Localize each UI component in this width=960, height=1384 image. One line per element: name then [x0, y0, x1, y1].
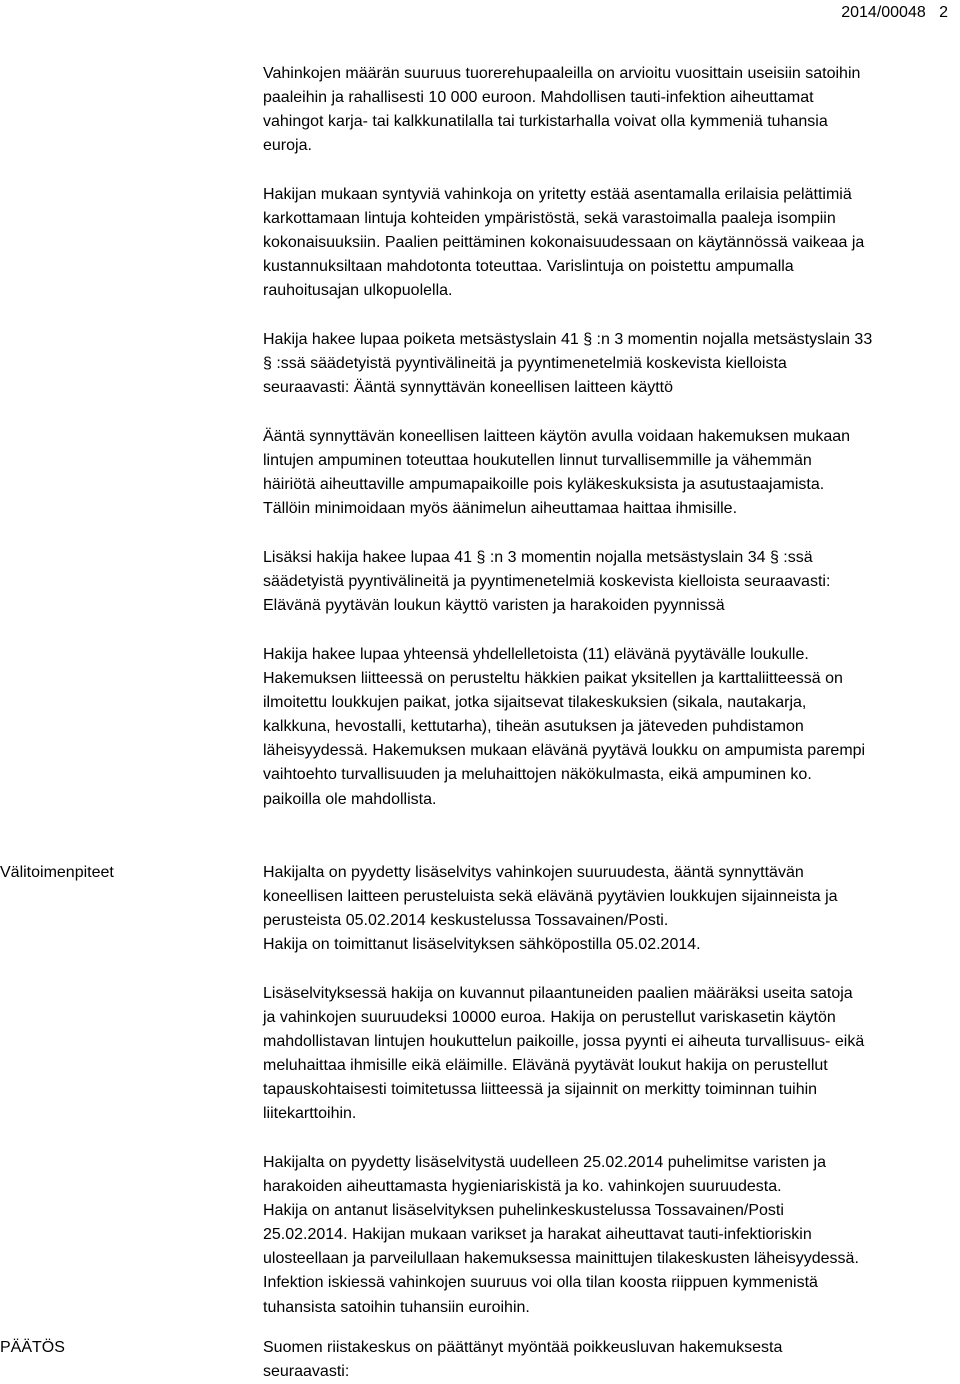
- text-line: liitekarttoihin.: [263, 1105, 357, 1123]
- text-line: vaihtoehto turvallisuuden ja meluhaittojen näkökulmasta, eikä ampuminen ko.: [263, 766, 812, 784]
- text-line: Suomen riistakeskus on päättänyt myöntää poikkeusluvan hakemuksesta: [263, 1339, 783, 1356]
- text-line: Hakija hakee lupaa poiketa metsästyslain 41 § :n 3 momentin nojalla metsästyslain 33: [263, 331, 873, 348]
- text-line: kokonaisuuksiin. Paalien peittäminen kokonaisuudessaan on käytännössä vaikeaa ja: [263, 234, 865, 252]
- text-line: Ääntä synnyttävän koneellisen laitteen käytön avulla voidaan hakemuksen mukaan: [263, 428, 851, 445]
- text-line: tuhansista satoihin tuhansiin euroihin.: [263, 1298, 530, 1316]
- body-paragraph-4: [263, 425, 960, 521]
- text-line: mahdollistavan lintujen houkuttelun paikoille, jossa pyynti ei aiheuta turvallisuus- eikä: [263, 1033, 865, 1051]
- text-line: rauhoitusajan ulkopuolella.: [263, 282, 453, 300]
- text-line: ilmoitettu loukkujen paikat, jotka sijaitsevat tilakeskuksien (sikala, nautakarja,: [263, 694, 807, 712]
- text-line: Hakijalta on pyydetty lisäselvitys vahinkojen suuruudesta, ääntä synnyttävän: [263, 864, 804, 881]
- paatos-paragraph: [263, 1336, 960, 1384]
- text-line: § :ssä säädetyistä pyyntivälineitä ja pyyntimenetelmiä koskevista kielloista: [263, 355, 787, 373]
- text-line: ja vahinkojen suuruudeksi 10000 euroa. Hakija on perustellut variskasetin käytön: [263, 1009, 836, 1027]
- text-line: ulosteellaan ja parveilullaan hakemuksessa mainittujen tilakeskusten läheisyydessä.: [263, 1250, 859, 1268]
- text-line: Lisäksi hakija hakee lupaa 41 § :n 3 momentin nojalla metsästyslain 34 § :ssä: [263, 549, 813, 566]
- text-line: Hakijalta on pyydetty lisäselvitystä uudelleen 25.02.2014 puhelimitse varisten ja: [263, 1154, 826, 1171]
- section-label-valitoimenpiteet: Välitoimenpiteet: [0, 864, 114, 881]
- body-paragraph-3: [263, 328, 960, 400]
- text-line: perusteista 05.02.2014 keskustelussa Tossavainen/Posti.: [263, 912, 669, 930]
- text-line: Tällöin minimoidaan myös äänimelun aiheuttamaa haittaa ihmisille.: [263, 500, 738, 518]
- text-line: Hakija on antanut lisäselvityksen puhelinkeskustelussa Tossavainen/Posti: [263, 1202, 784, 1220]
- text-line: säädetyistä pyyntivälineitä ja pyyntimenetelmiä koskevista kielloista seuraavasti:: [263, 573, 831, 591]
- text-line: euroja.: [263, 137, 312, 155]
- text-line: seuraavasti: Ääntä synnyttävän koneellisen laitteen käyttö: [263, 379, 674, 397]
- text-line: paaleihin ja rahallisesti 10 000 euroon. Mahdollisen tauti-infektion aiheuttamat: [263, 89, 814, 107]
- text-line: häiriötä aiheuttaville ampumapaikoille pois kyläkeskuksista ja asutustaajamista.: [263, 476, 825, 494]
- text-line: Hakija on toimittanut lisäselvityksen sähköpostilla 05.02.2014.: [263, 936, 701, 954]
- document-number: 2014/00048: [841, 4, 926, 21]
- text-line: Vahinkojen määrän suuruus tuorerehupaaleilla on arvioitu vuosittain useisiin satoihin: [263, 65, 861, 82]
- page-number: 2: [939, 4, 948, 21]
- text-line: tapauskohtaisesti toimitetussa liitteessä ja sijainnit on merkitty toiminnan tuihin: [263, 1081, 818, 1099]
- text-line: harakoiden aiheuttamasta hygieniariskistä ja ko. vahinkojen suuruudesta.: [263, 1178, 782, 1196]
- text-line: Hakija hakee lupaa yhteensä yhdellelletoista (11) elävänä pyytävälle loukulle.: [263, 646, 809, 663]
- text-line: kalkkuna, hevostalli, kettutarha), tiheän asutuksen ja jäteveden puhdistamon: [263, 718, 804, 736]
- text-line: kustannuksiltaan mahdotonta toteuttaa. Varislintuja on poistettu ampumalla: [263, 258, 794, 276]
- text-line: Lisäselvityksessä hakija on kuvannut pilaantuneiden paalien määräksi useita satoja: [263, 985, 853, 1002]
- text-line: paikoilla ole mahdollista.: [263, 790, 437, 808]
- text-line: Infektion iskiessä vahinkojen suuruus voi olla tilan koosta riippuen kymmenistä: [263, 1274, 818, 1292]
- page-header: [841, 3, 948, 23]
- valitoimenpiteet-paragraph-3: [263, 1151, 960, 1320]
- text-line: 25.02.2014. Hakijan mukaan varikset ja harakat aiheuttavat tauti-infektioriskin: [263, 1226, 812, 1244]
- body-paragraph-6: [263, 643, 960, 812]
- body-paragraph-2: [263, 183, 960, 303]
- body-paragraph-1: [263, 62, 960, 158]
- valitoimenpiteet-paragraph-2: [263, 982, 960, 1127]
- valitoimenpiteet-paragraph-1: [263, 861, 960, 957]
- text-line: karkottamaan lintuja kohteiden ympäristöstä, sekä varastoimalla paaleja isompiin: [263, 210, 836, 228]
- text-line: meluhaittaa ihmisille eikä eläimille. Elävänä pyytävät loukut hakija on perustellut: [263, 1057, 828, 1075]
- text-line: vahingot karja- tai kalkkunatilalla tai turkistarhalla voivat olla kymmeniä tuhansia: [263, 113, 828, 131]
- text-line: seuraavasti:: [263, 1363, 350, 1381]
- text-line: Hakijan mukaan syntyviä vahinkoja on yritetty estää asentamalla erilaisia pelättimiä: [263, 186, 852, 203]
- text-line: lintujen ampuminen toteuttaa houkutellen linnut turvallisemmille ja vähemmän: [263, 452, 812, 470]
- text-line: koneellisen laitteen perusteluista sekä elävänä pyytävien loukkujen sijainneista ja: [263, 888, 838, 906]
- body-paragraph-5: [263, 546, 960, 618]
- text-line: Hakemuksen liitteessä on perusteltu häkkien paikat yksitellen ja karttaliitteessä on: [263, 670, 843, 688]
- section-label-paatos: PÄÄTÖS: [0, 1339, 65, 1356]
- text-line: läheisyydessä. Hakemuksen mukaan elävänä pyytävä loukku on ampumista parempi: [263, 742, 866, 760]
- text-line: Elävänä pyytävän loukun käyttö varisten ja harakoiden pyynnissä: [263, 597, 725, 615]
